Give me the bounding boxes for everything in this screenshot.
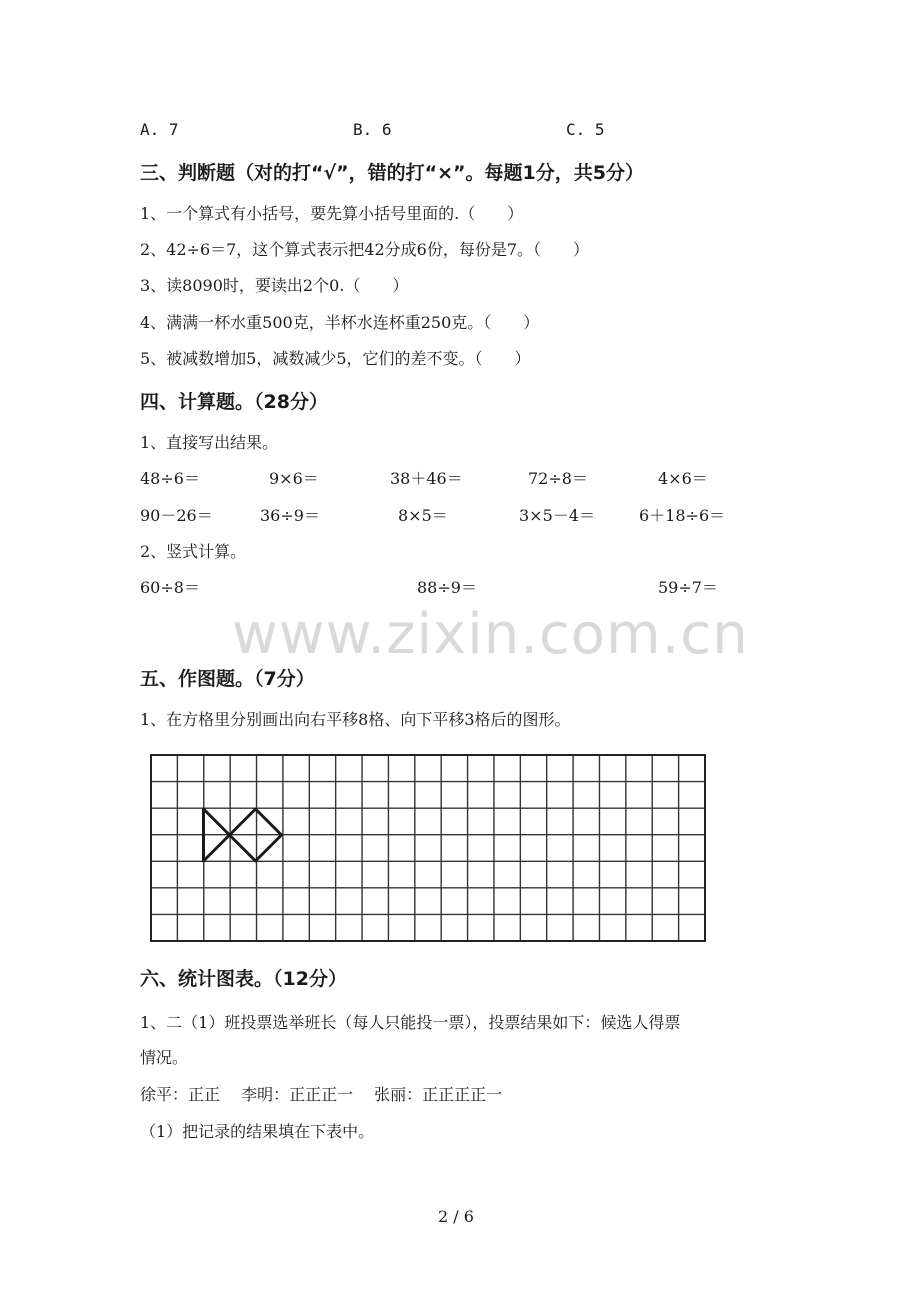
- calc-r2-2: 36÷9＝: [260, 506, 320, 525]
- watermark: www.zixin.com.cn: [232, 602, 749, 667]
- drawing-question-1: 1、在方格里分别画出向右平移8格、向下平移3格后的图形。: [140, 710, 571, 729]
- option-a: A. 7: [140, 120, 179, 139]
- page-number: 2 / 6: [438, 1207, 474, 1226]
- judge-item-2: 2、42÷6＝7，这个算式表示把42分成6份，每份是7。（ ）: [140, 240, 590, 259]
- stats-question-line-1: 1、二（1）班投票选举班长（每人只能投一票），投票结果如下：候选人得票: [140, 1013, 681, 1032]
- calc-r2-1: 90－26＝: [140, 506, 213, 525]
- judge-item-1: 1、一个算式有小括号，要先算小括号里面的.（ ）: [140, 204, 524, 223]
- stats-question-line-2: 情况。: [140, 1048, 189, 1067]
- judge-item-3: 3、读8090时，要读出2个0.（ ）: [140, 276, 409, 295]
- square-grid: [150, 754, 706, 942]
- option-b: B. 6: [353, 120, 392, 139]
- calc-r2-5: 6＋18÷6＝: [639, 506, 726, 525]
- calc-r1-1: 48÷6＝: [140, 469, 200, 488]
- calc-r2-4: 3×5－4＝: [519, 506, 595, 525]
- calc-r1-4: 72÷8＝: [528, 469, 588, 488]
- calc-sub-1: 1、直接写出结果。: [140, 433, 279, 452]
- calc-r1-2: 9×6＝: [269, 469, 319, 488]
- judge-item-5: 5、被减数增加5，减数减少5，它们的差不变。（ ）: [140, 349, 531, 368]
- judge-item-4: 4、满满一杯水重500克，半杯水连杯重250克。（ ）: [140, 313, 540, 332]
- section-6-title: 六、统计图表。（12分）: [140, 968, 347, 990]
- stats-sub-1: （1）把记录的结果填在下表中。: [140, 1122, 375, 1141]
- grid-border: [151, 755, 705, 941]
- option-c: C. 5: [566, 120, 605, 139]
- tally-results: 徐平：正正 李明：正正正一 张丽：正正正正一: [140, 1085, 503, 1104]
- calc-r2-3: 8×5＝: [398, 506, 448, 525]
- vertical-calc-2: 88÷9＝: [417, 578, 477, 597]
- section-3-title: 三、判断题（对的打“√”，错的打“×”。每题1分，共5分）: [140, 162, 644, 184]
- calc-r1-3: 38＋46＝: [390, 469, 463, 488]
- calc-r1-5: 4×6＝: [658, 469, 708, 488]
- calc-sub-2: 2、竖式计算。: [140, 542, 247, 561]
- vertical-calc-3: 59÷7＝: [658, 578, 718, 597]
- section-4-title: 四、计算题。（28分）: [140, 391, 328, 413]
- vertical-calc-1: 60÷8＝: [140, 578, 200, 597]
- section-5-title: 五、作图题。（7分）: [140, 668, 315, 690]
